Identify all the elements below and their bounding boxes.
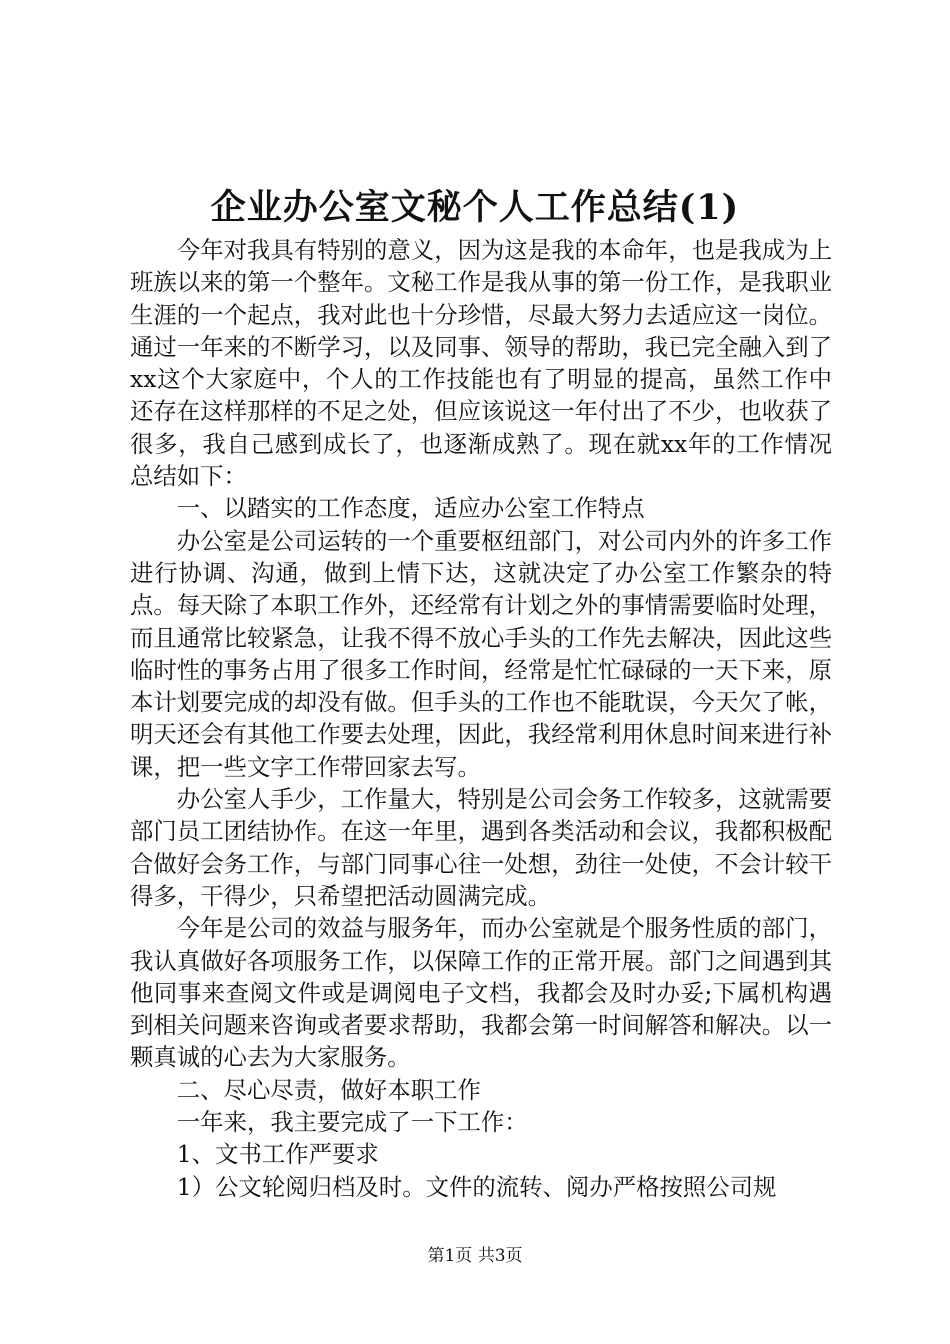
paragraph-service: 今年是公司的效益与服务年，而办公室就是个服务性质的部门，我认真做好各项服务工作，以保障工作的正常开展。部门之间遇到其他同事来查阅文件或是调阅电子文档，我都会及时办妥;下属机构遇到相关问题来咨询或者要求帮助，我都会第一时间解答和解决。以一颗真诚的心去为大家服务。 xyxy=(130,914,832,1072)
paragraph-work-intro: 一年来，我主要完成了一下工作： xyxy=(176,1108,528,1137)
page-footer: 第1页 共3页 xyxy=(427,1246,523,1266)
subheading-document-work: 1、文书工作严要求 xyxy=(176,1140,379,1169)
document-title: 企业办公室文秘个人工作总结(1) xyxy=(210,187,740,228)
section-heading-2: 二、尽心尽责，做好本职工作 xyxy=(176,1075,481,1104)
document-body xyxy=(130,234,832,1203)
paragraph-teamwork: 办公室人手少，工作量大，特别是公司会务工作较多，这就需要部门员工团结协作。在这一年里，遇到各类活动和会议，我都积极配合做好会务工作，与部门同事心往一处想，劲往一处使，不会计较干得多，干得少，只希望把活动圆满完成。 xyxy=(130,785,832,910)
paragraph-document-circulation: 1）公文轮阅归档及时。文件的流转、阅办严格按照公司规 xyxy=(176,1172,777,1201)
paragraph-intro: 今年对我具有特别的意义，因为这是我的本命年，也是我成为上班族以来的第一个整年。文秘工作是我从事的第一份工作，是我职业生涯的一个起点，我对此也十分珍惜，尽最大努力去适应这一岗位。通过一年来的不断学习，以及同事、领导的帮助，我已完全融入到了xx这个大家庭中，个人的工作技能也有了明显的提高，虽然工作中还存在这样那样的不足之处，但应该说这一年付出了不少，也收获了很多，我自己感到成长了，也逐渐成熟了。现在就xx年的工作情况总结如下： xyxy=(130,236,832,491)
paragraph-office-characteristics: 办公室是公司运转的一个重要枢纽部门，对公司内外的许多工作进行协调、沟通，做到上情下达，这就决定了办公室工作繁杂的特点。每天除了本职工作外，还经常有计划之外的事情需要临时处理，而且通常比较紧急，让我不得不放心手头的工作先去解决，因此这些临时性的事务占用了很多工作时间，经常是忙忙碌碌的一天下来，原本计划要完成的却没有做。但手头的工作也不能耽误，今天欠了帐，明天还会有其他工作要去处理，因此，我经常利用休息时间来进行补课，把一些文字工作带回家去写。 xyxy=(130,526,832,781)
section-heading-1: 一、以踏实的工作态度，适应办公室工作特点 xyxy=(176,494,645,523)
